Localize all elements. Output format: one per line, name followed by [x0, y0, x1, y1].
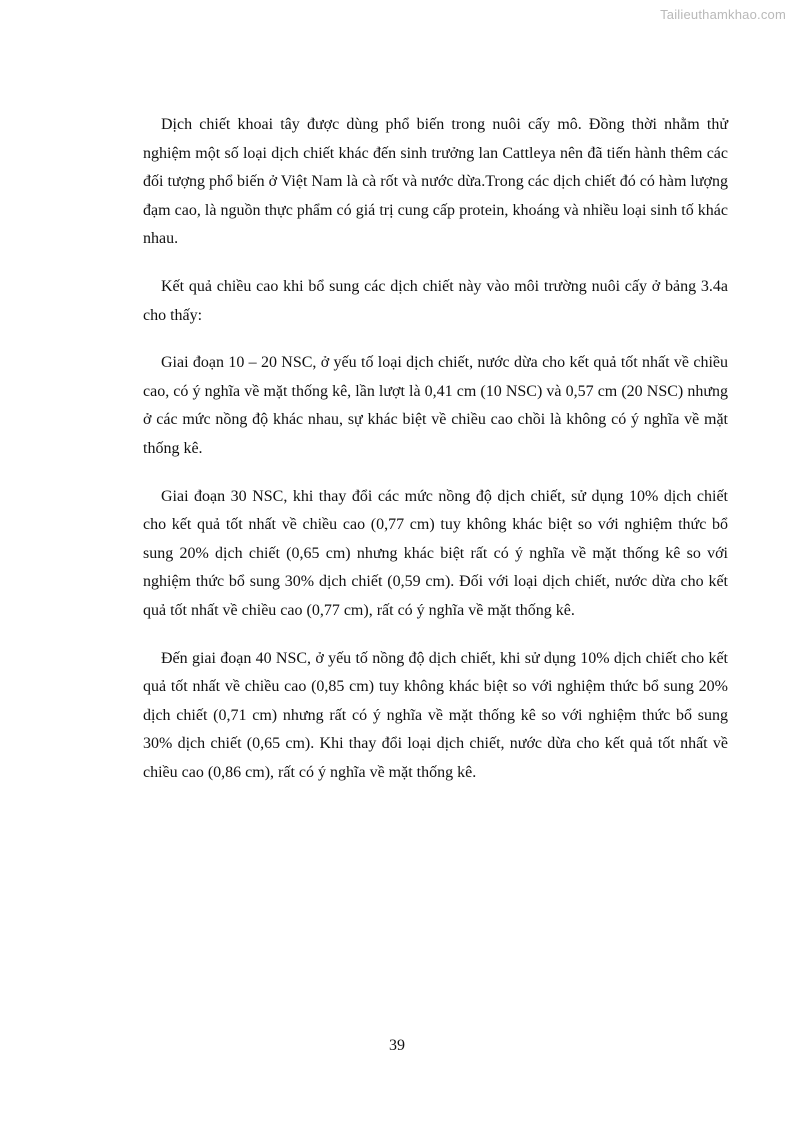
paragraph-potato-extract: Dịch chiết khoai tây được dùng phổ biến trong nuôi cấy mô. Đồng thời nhằm thử nghiệm một số loại dịch chiết khác đến sinh trưởng lan Cattleya nên đã tiến hành thêm các đối tượng phổ biến ở Việt Nam là cà rốt và nước dừa.Trong các dịch chiết đó có hàm lượng đạm cao, là nguồn thực phẩm có giá trị cung cấp protein, khoáng và nhiều loại sinh tố khác nhau.: [143, 116, 728, 248]
watermark: Tailieuthamkhao.com: [660, 7, 786, 22]
paragraph-stage-10-20: Giai đoạn 10 – 20 NSC, ở yếu tố loại dịch chiết, nước dừa cho kết quả tốt nhất về chiều cao, có ý nghĩa về mặt thống kê, lần lượt là 0,41 cm (10 NSC) và 0,57 cm (20 NSC) nhưng ở các mức nồng độ khác nhau, sự khác biệt về chiều cao chồi là không có ý nghĩa về mặt thống kê.: [143, 354, 728, 457]
paragraph-results-intro: Kết quả chiều cao khi bổ sung các dịch chiết này vào môi trường nuôi cấy ở bảng 3.4a cho thấy:: [143, 277, 728, 324]
paragraph-stage-40: Đến giai đoạn 40 NSC, ở yếu tố nồng độ dịch chiết, khi sử dụng 10% dịch chiết cho kết quả tốt nhất về chiều cao (0,85 cm) tuy không khác biệt so với nghiệm thức bổ sung 20% dịch chiết (0,71 cm) nhưng rất có ý nghĩa về mặt thống kê so với nghiệm thức bổ sung 30% dịch chiết (0,65 cm). Khi thay đổi loại dịch chiết, nước dừa cho kết quả tốt nhất về chiều cao (0,86 cm), rất có ý nghĩa về mặt thống kê.: [143, 649, 728, 781]
page-number: 39: [389, 1037, 405, 1054]
document-body: [143, 111, 728, 806]
paragraph-stage-30: Giai đoạn 30 NSC, khi thay đổi các mức nồng độ dịch chiết, sử dụng 10% dịch chiết cho kết quả tốt nhất về chiều cao (0,77 cm) tuy không khác biệt so với nghiệm thức bổ sung 20% dịch chiết (0,65 cm) nhưng khác biệt rất có ý nghĩa về mặt thống kê so với nghiệm thức bổ sung 30% dịch chiết (0,59 cm). Đối với loại dịch chiết, nước dừa cho kết quả tốt nhất về chiều cao (0,77 cm), rất có ý nghĩa về mặt thống kê.: [143, 487, 728, 619]
